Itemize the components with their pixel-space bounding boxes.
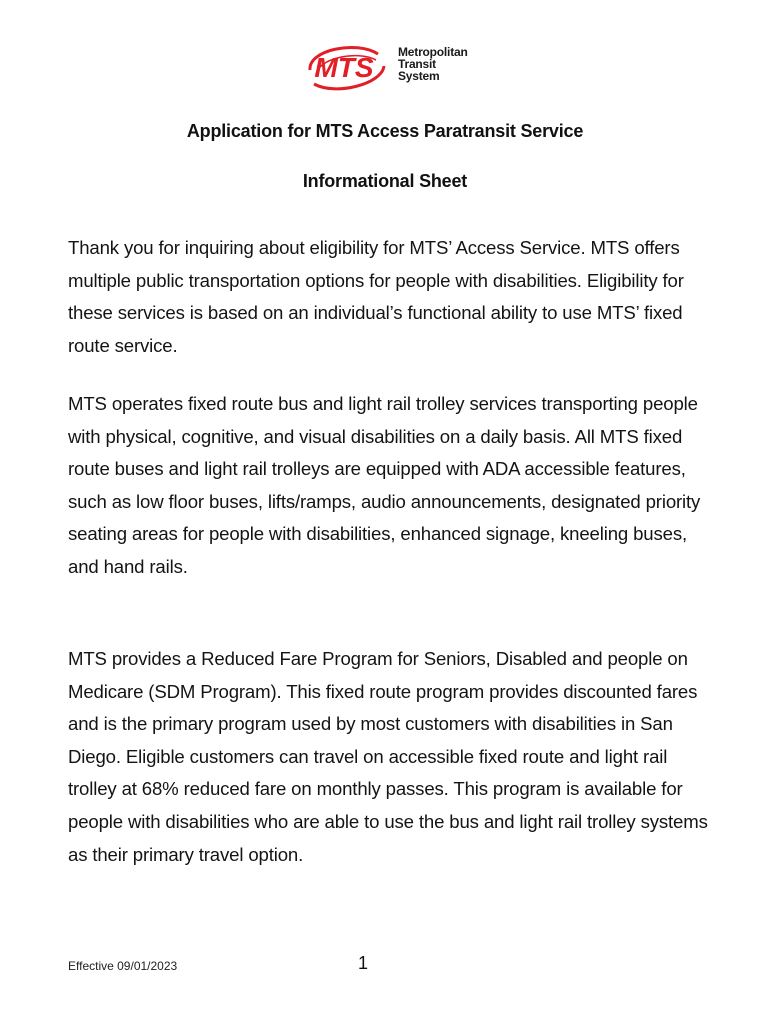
mts-logo — [296, 40, 486, 92]
mts-logo-mark — [296, 40, 392, 92]
logo-letters: MTS — [314, 52, 374, 83]
paragraph-reduced-fare: MTS provides a Reduced Fare Program for Seniors, Disabled and people on Medicare (SDM Program). This fixed route program provides discounted fares and is the primary program used by most customers with disabilities in San Diego. Eligible customers can travel on accessible fixed route and light rail trolley at 68% reduced fare on monthly passes. This program is available for people with disabilities who are able to use the bus and light rail trolley systems as their primary travel option. — [68, 648, 708, 865]
logo-line-1: Metropolitan — [398, 45, 468, 59]
logo-line-2: Transit — [398, 57, 436, 71]
logo-line-3: System — [398, 69, 440, 83]
logo-wordmark — [398, 46, 468, 82]
document-subtitle: Informational Sheet — [302, 171, 468, 191]
effective-date: Effective 09/01/2023 — [68, 959, 178, 973]
document-title: Application for MTS Access Paratransit Service — [186, 121, 584, 141]
page-number: 1 — [358, 953, 369, 973]
paragraph-intro: Thank you for inquiring about eligibility for MTS’ Access Service. MTS offers multiple public transportation options for people with disabilities. Eligibility for these services is based on an individual’s functional ability to use MTS’ fixed route service. — [68, 237, 684, 356]
paragraph-fixed-route: MTS operates fixed route bus and light rail trolley services transporting people with physical, cognitive, and visual disabilities on a daily basis. All MTS fixed route buses and light rail trolleys are equipped with ADA accessible features, such as low floor buses, lifts/ramps, audio announcements, designated priority seating areas for people with disabilities, enhanced signage, kneeling buses, and hand rails. — [68, 393, 701, 577]
